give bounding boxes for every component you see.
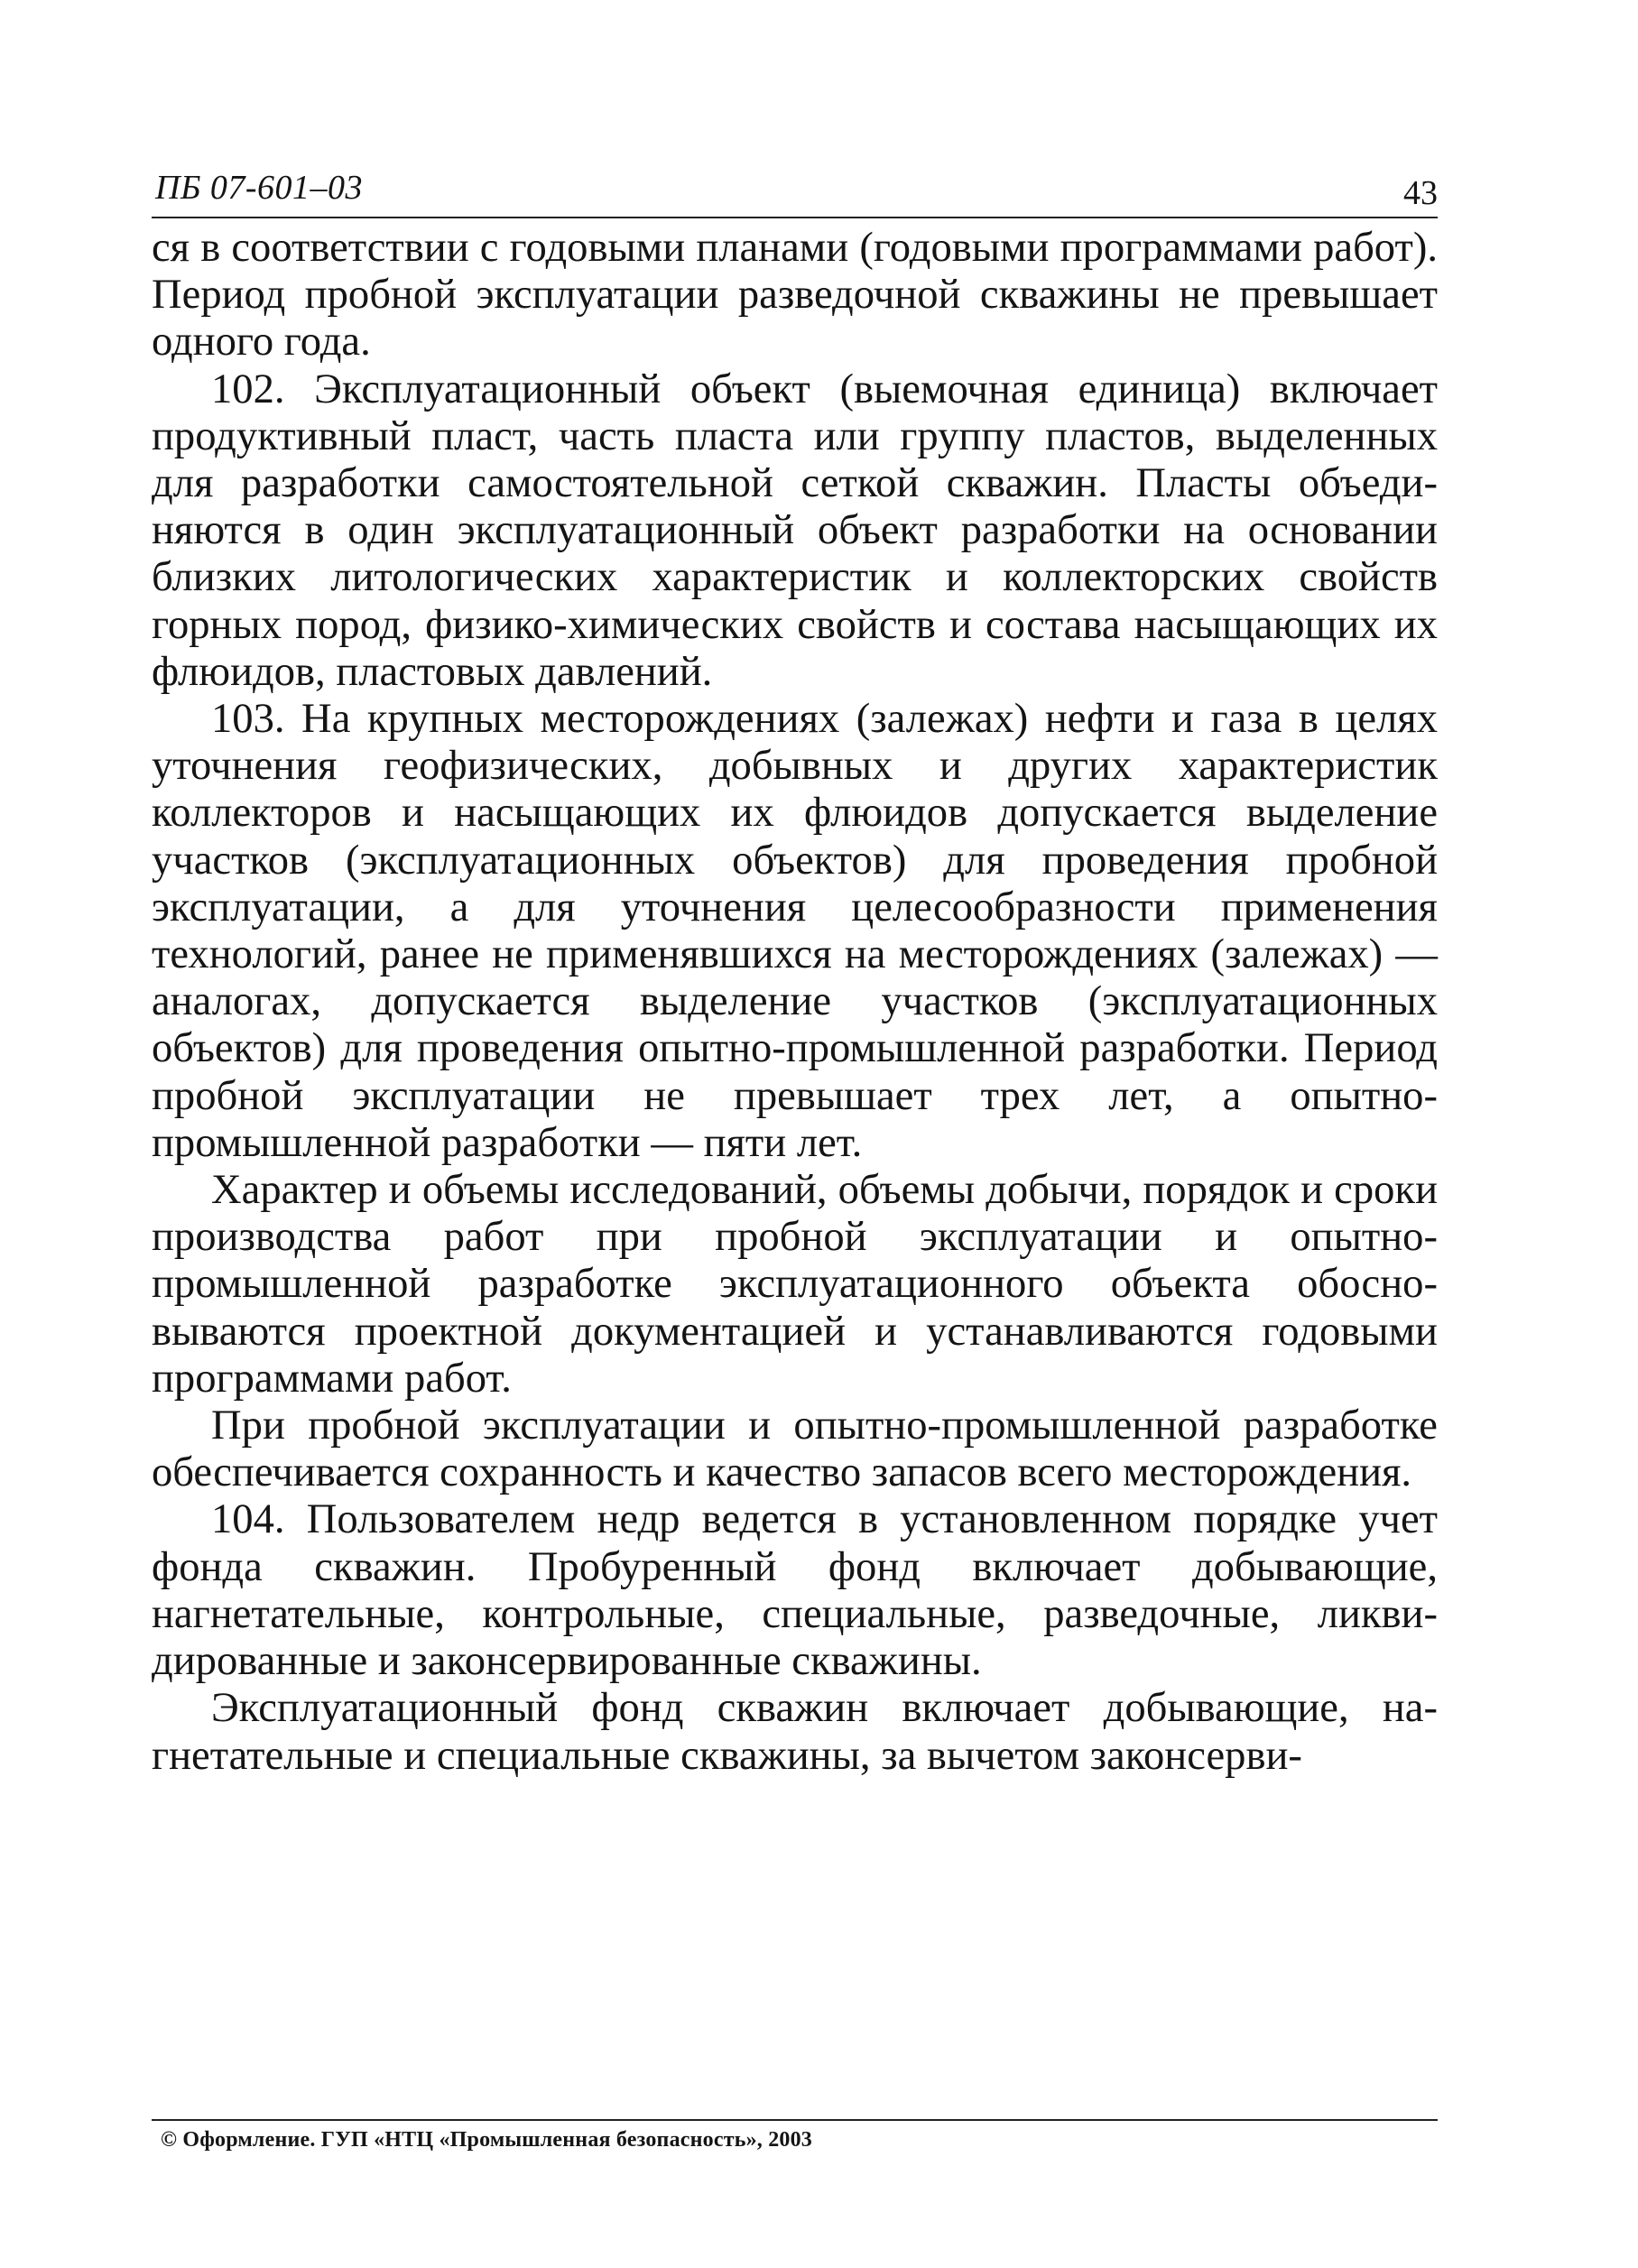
paragraph-102: 102. Эксплуатационный объект (выемочная единица) включает продуктивный пласт, часть пласта или группу пластов, выделенных для разработки самостоятельной сеткой скважин. Пласты объединяются в один эксплуатационный объект разработки на основании близких литологических характеристик и коллекторских свойств горных пород, физико-химических свойств и состава насыщающих их флюидов, пластовых давлений. [152,365,1438,695]
body-text [152,224,1438,1779]
paragraph-104: 104. Пользователем недр ведется в установленном порядке учет фонда скважин. Пробуренный фонд включает добывающие, нагнетательные, контрольные, специальные, разведочные, ликвидированные и законсервированные скважины. [152,1495,1438,1685]
footer-rule [152,2119,1438,2121]
paragraph-104-operating-fund: Эксплуатационный фонд скважин включает добывающие, нагнетательные и специальные скважины, за вычетом законсерви- [152,1684,1438,1779]
footer-copyright: © Оформление. ГУП «НТЦ «Промышленная безопасность», 2003 [161,2128,813,2152]
paragraph-continuation: ся в соответствии с годовыми планами (годовыми программами работ). Период пробной эксплуатации разведочной скважины не превышает одного года. [152,224,1438,366]
page-number: 43 [1403,174,1438,212]
paragraph-103-research-scope: Характер и объемы исследований, объемы добычи, порядок и сроки производства работ при пробной эксплуатации и опытно-промышленной разработке эксплуатационного объекта обосновываются проектной документацией и устанавливаются годовыми программами работ. [152,1166,1438,1402]
running-header [152,162,1438,218]
paragraph-103: 103. На крупных месторождениях (залежах) нефти и газа в целях уточнения геофизических, добывных и других характеристик коллекторов и насыщающих их флюидов допускается выделение участков (эксплуатационных объектов) для проведения пробной эксплуатации, а для уточнения целесообразности применения технологий, ранее не применявшихся на месторождениях (залежах) — аналогах, допускается выделение участков (эксплуатационных объектов) для проведения опытно-промышленной разработки. Период пробной эксплуатации не превышает трех лет, а опытно-промышленной разработки — пяти лет. [152,695,1438,1166]
paragraph-103-reserves: При пробной эксплуатации и опытно-промышленной разработке обеспечивается сохранность и качество запасов всего месторождения. [152,1402,1438,1496]
document-page [152,162,1438,2152]
document-code: ПБ 07-601–03 [155,169,364,207]
header-rule [152,217,1438,218]
